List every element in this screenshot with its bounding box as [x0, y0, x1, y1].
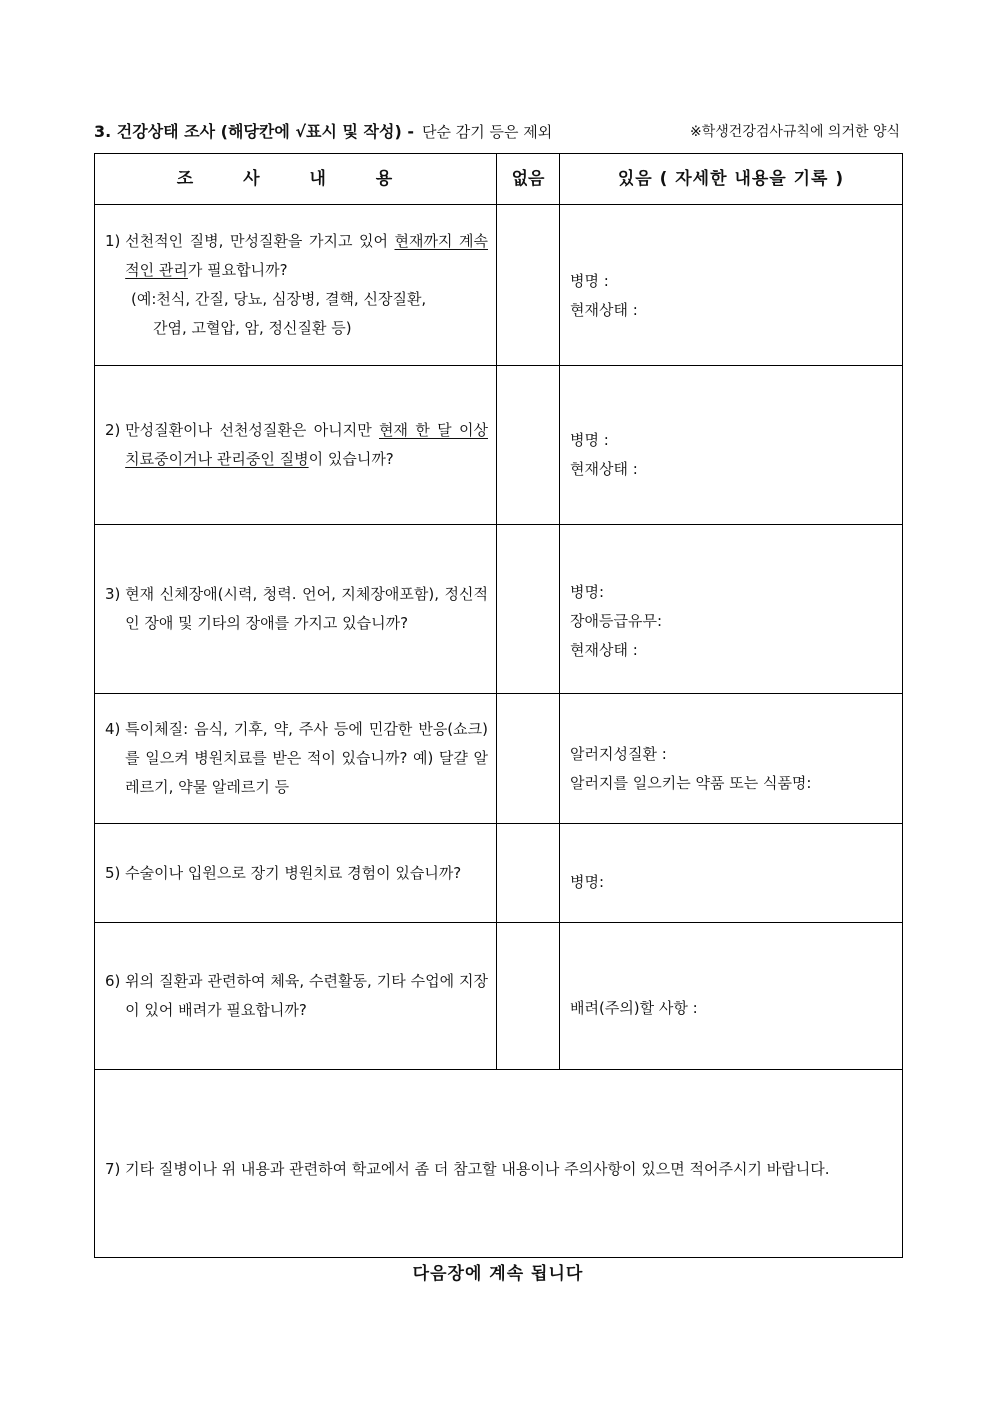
col-header-none: 없음	[497, 154, 560, 205]
check-none-5[interactable]	[497, 824, 560, 923]
field-label: 병명 :	[570, 431, 609, 449]
table-row	[95, 1070, 903, 1258]
check-none-2[interactable]	[497, 366, 560, 525]
example-line: (예:천식, 간질, 당뇨, 심장병, 결핵, 신장질환,	[131, 290, 427, 308]
check-none-6[interactable]	[497, 923, 560, 1070]
answer-1[interactable]	[560, 205, 903, 366]
question-3: 3) 현재 신체장애(시력, 청력. 언어, 지체장애포함), 정신적인 장애 및 기타의 장애를 가지고 있습니까?	[95, 525, 497, 694]
question-4: 4) 특이체질: 음식, 기후, 약, 주사 등에 민감한 반응(쇼크)를 일으켜 병원치료를 받은 적이 있습니까? 예) 달걀 알레르기, 약물 알레르기 등	[95, 694, 497, 824]
question-2: 2) 만성질환이나 선천성질환은 아니지만 현재 한 달 이상 치료중이거나 관리중인 질병이 있습니까?	[95, 366, 497, 525]
answer-4[interactable]	[560, 694, 903, 824]
table-row	[95, 824, 903, 923]
check-none-4[interactable]	[497, 694, 560, 824]
field-label: 배려(주의)할 사항 :	[570, 998, 698, 1017]
field-label: 병명 :	[570, 272, 609, 290]
continued-note: 다음장에 계속 됩니다	[412, 1264, 584, 1284]
field-label: 병명:	[570, 582, 605, 601]
question-5: 5) 수술이나 입원으로 장기 병원치료 경험이 있습니까?	[95, 824, 497, 923]
question-7-notes[interactable]: 7) 기타 질병이나 위 내용과 관련하여 학교에서 좀 더 참고할 내용이나 주의사항이 있으면 적어주시기 바랍니다.	[95, 1070, 903, 1258]
table-row	[95, 525, 903, 694]
regulation-reference: ※학생건강검사규칙에 의거한 양식	[690, 124, 900, 140]
check-none-3[interactable]	[497, 525, 560, 694]
col-header-record: 있음 ( 자세한 내용을 기록 )	[560, 154, 903, 205]
section-title: 3. 건강상태 조사 (해당칸에 √표시 및 작성) -	[94, 122, 414, 141]
table-row	[95, 366, 903, 525]
question-1: 1) 선천적인 질병, 만성질환을 가지고 있어 현재까지 계속적인 관리가 필요합니까? (예:천식, 간질, 당뇨, 심장병, 결핵, 신장질환, 간염, 고혈압, 암, 정신질환 등)	[95, 205, 497, 366]
table-row	[95, 694, 903, 824]
answer-2[interactable]	[560, 366, 903, 525]
field-label: 장애등급유무:	[570, 611, 662, 630]
field-label: 현재상태 :	[570, 301, 638, 319]
section-subtitle: 단순 감기 등은 제외	[421, 123, 553, 141]
question-6: 6) 위의 질환과 관련하여 체육, 수련활동, 기타 수업에 지장이 있어 배려가 필요합니까?	[95, 923, 497, 1070]
field-label: 알러지성질환 :	[570, 744, 667, 763]
answer-6[interactable]	[560, 923, 903, 1070]
health-survey-table	[94, 153, 903, 1258]
col-header-content: 조 사 내 용	[95, 154, 497, 205]
example-line: 간염, 고혈압, 암, 정신질환 등)	[153, 319, 352, 337]
table-row	[95, 923, 903, 1070]
table-row	[95, 205, 903, 366]
check-none-1[interactable]	[497, 205, 560, 366]
section-heading	[94, 120, 914, 144]
answer-5[interactable]	[560, 824, 903, 923]
field-label: 알러지를 일으키는 약품 또는 식품명:	[570, 773, 812, 792]
field-label: 병명:	[570, 872, 605, 891]
answer-3[interactable]	[560, 525, 903, 694]
field-label: 현재상태 :	[570, 640, 638, 659]
field-label: 현재상태 :	[570, 460, 638, 478]
table-header-row	[95, 154, 903, 205]
